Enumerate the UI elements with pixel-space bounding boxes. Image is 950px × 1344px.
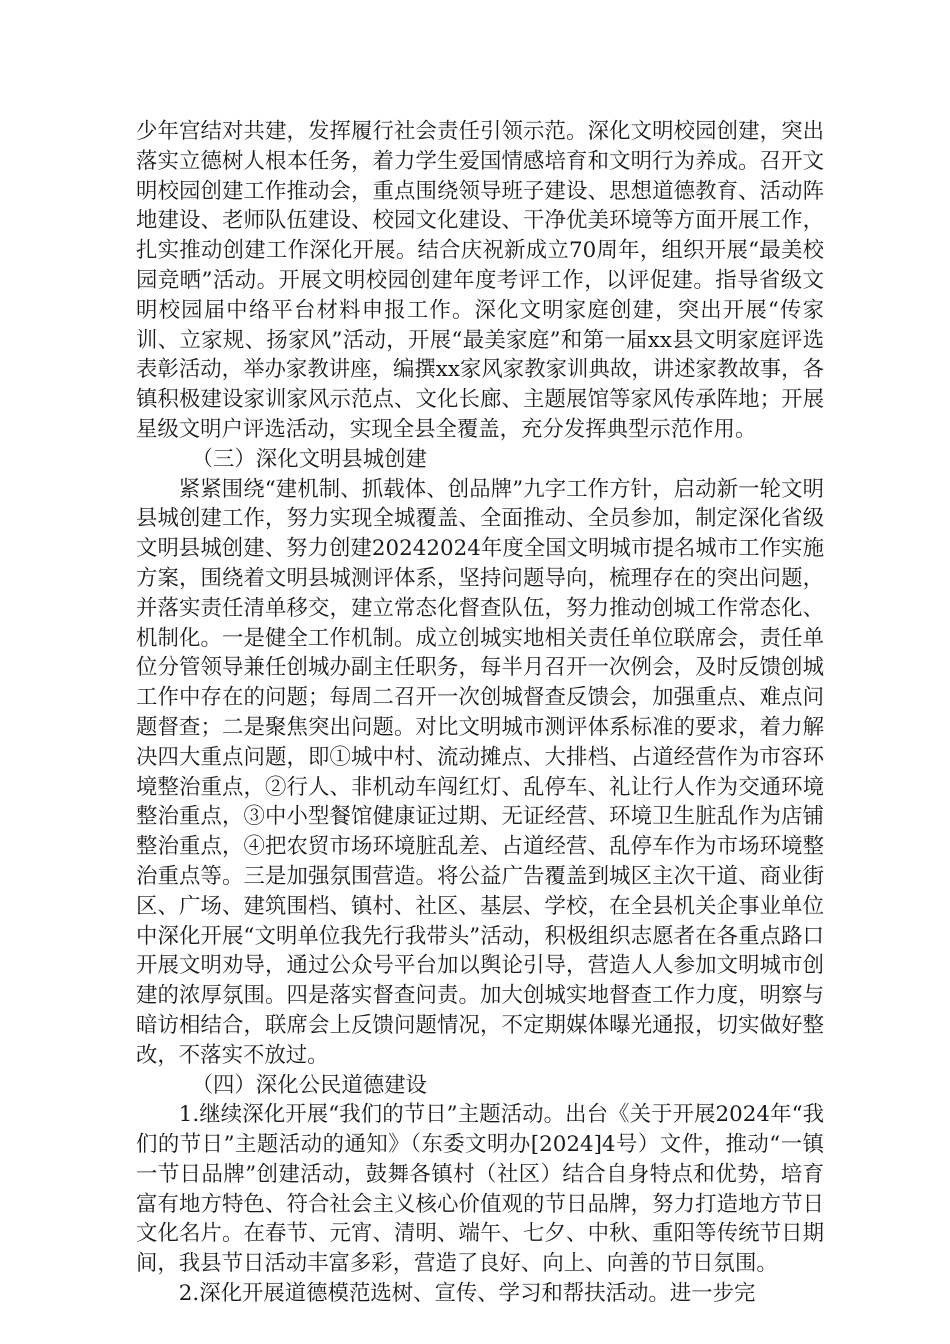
document-page — [136, 117, 824, 1309]
paragraph-school-family-civilization: 少年宫结对共建，发挥履行社会责任引领示范。深化文明校园创建，突出落实立德树人根本任务，着力学生爱国情感培育和文明行为养成。召开文明校园创建工作推动会，重点围绕领导班子建设、思想道德教育、活动阵地建设、老师队伍建设、校园文化建设、干净优美环境等方面开展工作，扎实推动创建工作深化开展。结合庆祝新成立70周年，组织开展“最美校园竞晒”活动。开展文明校园创建年度考评工作，以评促建。指导省级文明校园届中络平台材料申报工作。深化文明家庭创建，突出开展“传家训、立家规、扬家风”活动，开展“最美家庭”和第一届xx县文明家庭评选表彰活动，举办家教讲座，编撰xx家风家教家训典故，讲述家教故事，各镇积极建设家训家风示范点、文化长廊、主题展馆等家风传承阵地；开展星级文明户评选活动，实现全县全覆盖，充分发挥典型示范作用。 — [136, 119, 824, 442]
section-heading-3: （三）深化文明县城创建 — [191, 446, 427, 472]
paragraph-our-festivals: 1.继续深化开展“我们的节日”主题活动。出台《关于开展2024年“我们的节日”主题活动的通知》（东委文明办[2024]4号）文件，推动“一镇一节日品牌”创建活动，鼓舞各镇村（社区）结合自身特点和优势，培育富有地方特色、符合社会主义核心价值观的节日品牌，努力打造地方节日文化名片。在春节、元宵、清明、端午、七夕、中秋、重阳等传统节日期间，我县节日活动丰富多彩，营造了良好、向上、向善的节日氛围。 — [136, 1102, 824, 1277]
paragraph-moral-models: 2.深化开展道德模范选树、宣传、学习和帮扶活动。进一步完 — [178, 1281, 756, 1307]
paragraph-county-civilization: 紧紧围绕“建机制、抓载体、创品牌”九字工作方针，启动新一轮文明县城创建工作，努力实现全城覆盖、全面推动、全员参加，制定深化省级文明县城创建、努力创建20242024年度全国文明城市提名城市工作实施方案，围绕着文明县城测评体系，坚持问题导向，梳理存在的突出问题，并落实责任清单移交，建立常态化督查队伍，努力推动创城工作常态化、机制化。一是健全工作机制。成立创城实地相关责任单位联席会，责任单位分管领导兼任创城办副主任职务，每半月召开一次例会，及时反馈创城工作中存在的问题；每周二召开一次创城督查反馈会，加强重点、难点问题督查；二是聚焦突出问题。对比文明城市测评体系标准的要求，着力解决四大重点问题，即①城中村、流动摊点、大排档、占道经营作为市容环境整治重点，②行人、非机动车闯红灯、乱停车、礼让行人作为交通环境整治重点，③中小型餐馆健康证过期、无证经营、环境卫生脏乱作为店铺整治重点，④把农贸市场环境脏乱差、占道经营、乱停车作为市场环境整治重点等。三是加强氛围营造。将公益广告覆盖到城区主次干道、商业街区、广场、建筑围档、镇村、社区、基层、学校，在全县机关企事业单位中深化开展“文明单位我先行我带头”活动，积极组织志愿者在各重点路口开展文明劝导，通过公众号平台加以舆论引导，营造人人参加文明城市创建的浓厚氛围。四是落实督查问责。加大创城实地督查工作力度，明察与暗访相结合，联席会上反馈问题情况，不定期媒体曝光通报，切实做好整改，不落实不放过。 — [136, 476, 824, 1068]
section-heading-4: （四）深化公民道德建设 — [191, 1072, 427, 1098]
